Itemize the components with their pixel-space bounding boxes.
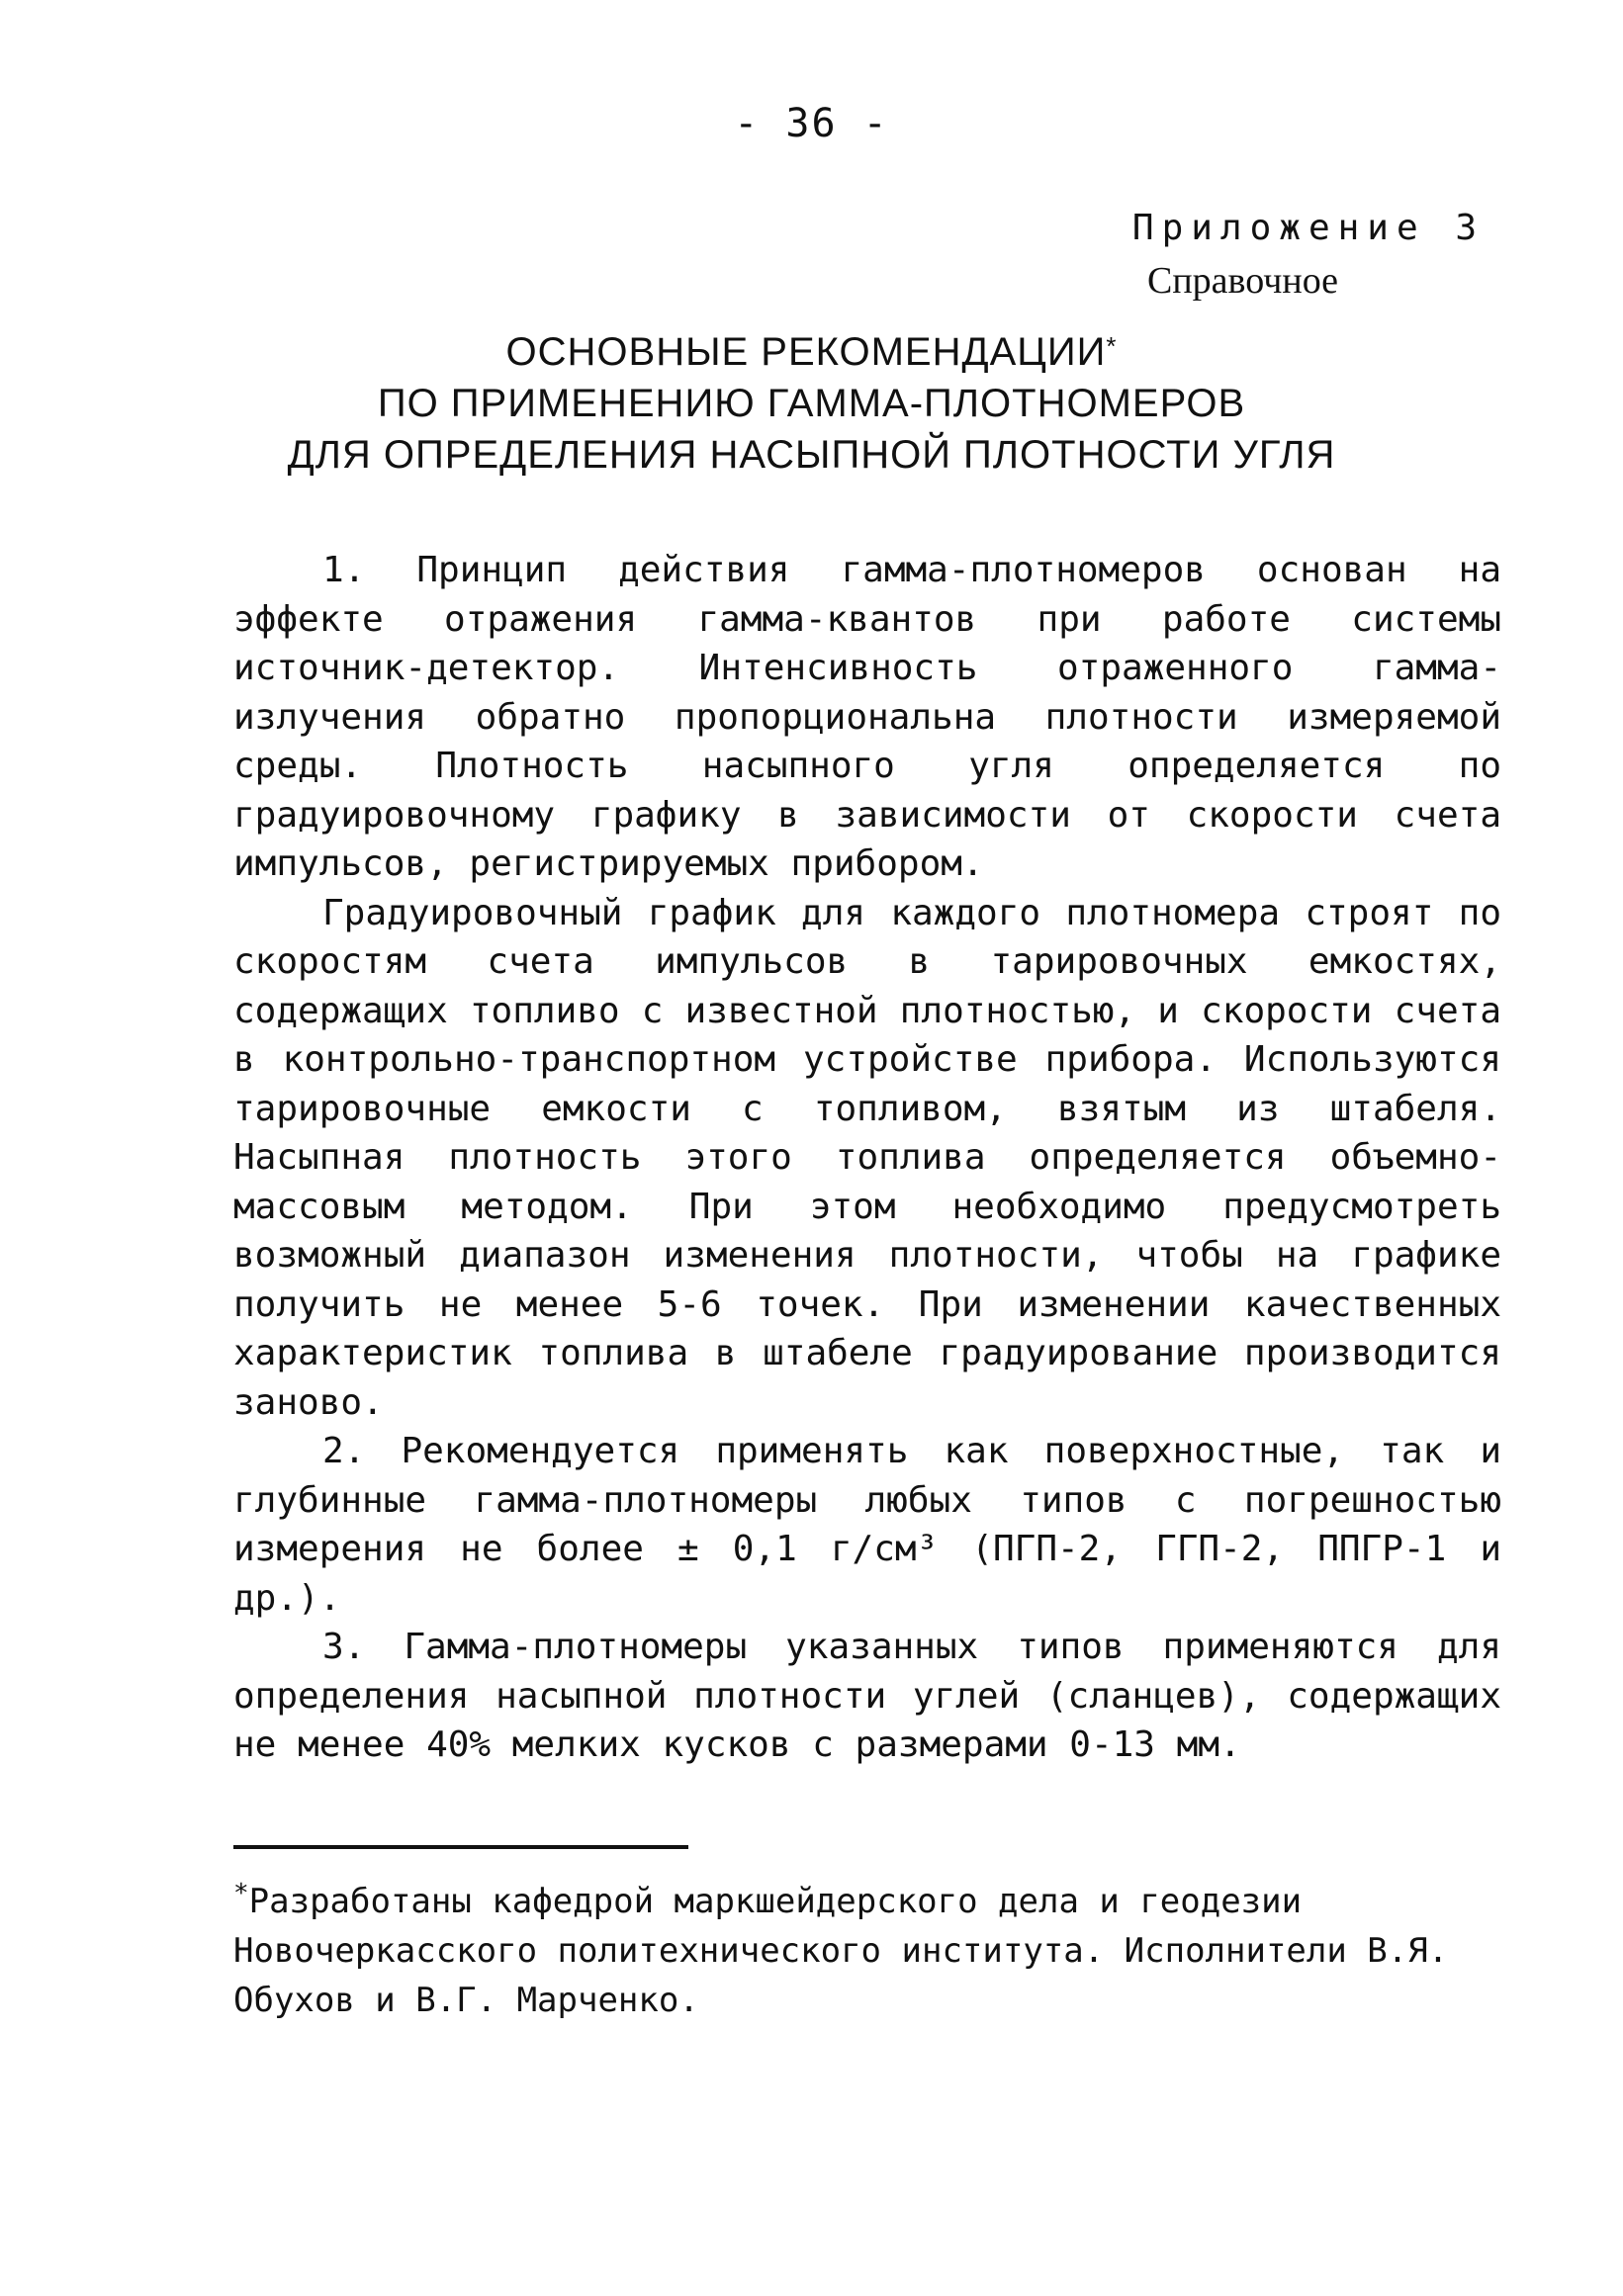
body-text	[233, 546, 1501, 1770]
title-line-3: ДЛЯ ОПРЕДЕЛЕНИЯ НАСЫПНОЙ ПЛОТНОСТИ УГЛЯ	[287, 433, 1336, 477]
title-line-2: ПО ПРИМЕНЕНИЮ ГАММА-ПЛОТНОМЕРОВ	[377, 382, 1246, 425]
document-title	[0, 326, 1623, 481]
footnote	[233, 1877, 1501, 2025]
appendix-type: Справочное	[1147, 260, 1339, 302]
paragraph-2: Градуировочный график для каждого плотномера строят по скоростям счета импульсов в тарировочных емкостях, содержащих топливо с известной плотностью, и скорости счета в контрольно-транспортном устройстве прибора. Используются тарировочные емкости с топливом, взятым из штабеля. Насыпная плотность этого топлива определяется объемно-массовым методом. При этом необходимо предусмотреть возможный диапазон изменения плотности, чтобы на графике получить не менее 5-6 точек. При изменении качественных характеристик топлива в штабеле градуирование производится заново.	[233, 892, 1501, 1423]
appendix-label: Приложение 3	[1131, 208, 1485, 248]
page-number: - 36 -	[734, 101, 889, 146]
footnote-marker: *	[233, 1879, 249, 1908]
paragraph-3: 2. Рекомендуется применять как поверхностные, так и глубинные гамма-плотномеры любых типов с погрешностью измерения не более ± 0,1 г/см³ (ПГП-2, ГГП-2, ППГР-1 и др.).	[233, 1431, 1501, 1619]
title-footnote-marker: *	[1106, 331, 1118, 361]
footnote-text: Разработаны кафедрой маркшейдерского дела и геодезии Новочеркасского политехнического института. Исполнители В.Я. Обухов и В.Г. Марченко.	[233, 1882, 1449, 2020]
paragraph-1: 1. Принцип действия гамма-плотномеров основан на эффекте отражения гамма-квантов при работе системы источник-детектор. Интенсивность отраженного гамма-излучения обратно пропорциональна плотности измеряемой среды. Плотность насыпного угля определяется по градуировочному графику в зависимости от скорости счета импульсов, регистрируемых прибором.	[233, 550, 1501, 884]
title-line-1-text: ОСНОВНЫЕ РЕКОМЕНДАЦИИ	[505, 330, 1107, 374]
paragraph-4: 3. Гамма-плотномеры указанных типов применяются для определения насыпной плотности углей (сланцев), содержащих не менее 40% мелких кусков с размерами 0-13 мм.	[233, 1627, 1501, 1765]
title-line-1	[0, 326, 1623, 378]
footnote-divider	[233, 1845, 688, 1849]
